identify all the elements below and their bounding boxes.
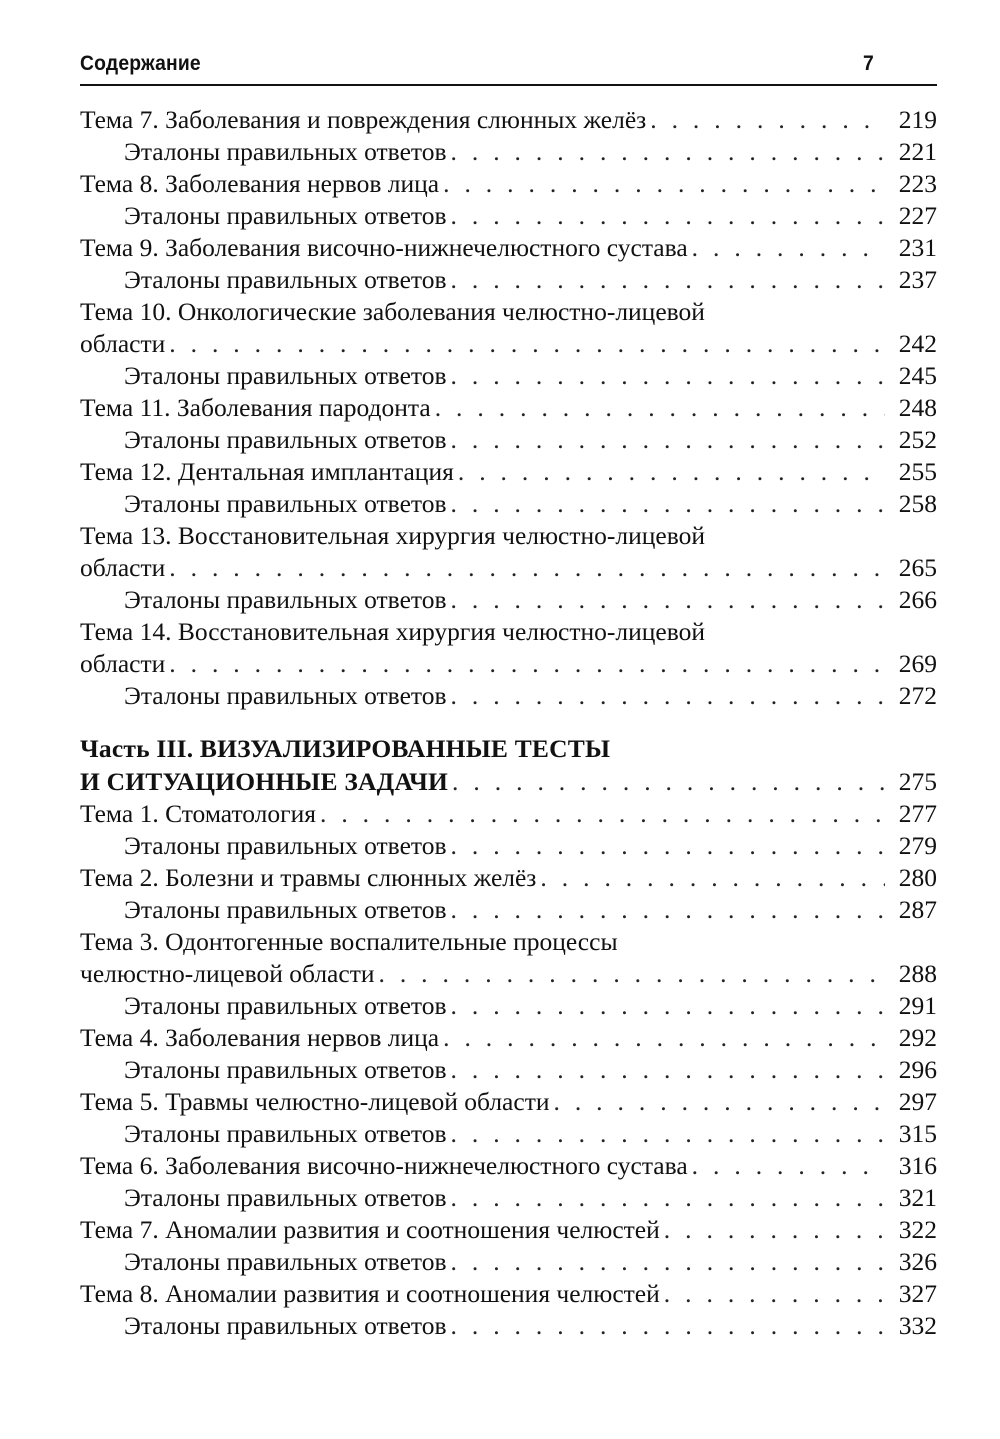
- toc-entry-title-cont: области: [80, 649, 166, 678]
- toc-entry-answers[interactable]: [80, 360, 937, 392]
- toc-entry-answers[interactable]: [80, 1054, 937, 1086]
- toc-entry-page: 269: [898, 649, 937, 678]
- toc-entry-page: 292: [898, 1023, 937, 1052]
- toc-entry-page: 242: [898, 329, 937, 358]
- leader-dots: [320, 798, 885, 830]
- leader-dots: [451, 990, 886, 1022]
- toc-entry-answers[interactable]: [80, 830, 937, 862]
- toc-entry-page: 288: [898, 959, 937, 988]
- toc-entry-page: 321: [898, 1183, 937, 1212]
- toc-entry-title: Тема 9. Заболевания височно-нижнечелюстного сустава: [80, 233, 688, 262]
- toc-entry-answers[interactable]: [80, 136, 937, 168]
- toc-entry-title: Эталоны правильных ответов: [124, 137, 447, 166]
- leader-dots: [443, 168, 885, 200]
- toc-entry-answers[interactable]: [80, 1182, 937, 1214]
- leader-dots: [451, 1054, 886, 1086]
- leader-dots: [451, 1310, 886, 1342]
- leader-dots: [451, 1246, 886, 1278]
- part-title-line1: Часть III. ВИЗУАЛИЗИРОВАННЫЕ ТЕСТЫ: [80, 734, 611, 763]
- toc-entry-topic-8[interactable]: [80, 168, 937, 200]
- toc-entry-answers[interactable]: [80, 584, 937, 616]
- leader-dots: [451, 424, 886, 456]
- toc-entry-page: 231: [898, 233, 937, 262]
- toc-entry-topic-10[interactable]: [80, 296, 937, 328]
- toc-entry-topic-14[interactable]: [80, 616, 937, 648]
- toc-part-heading[interactable]: [80, 732, 937, 766]
- toc-entry-title: Тема 8. Заболевания нервов лица: [80, 169, 440, 198]
- toc-entry-title: Эталоны правильных ответов: [124, 1055, 447, 1084]
- leader-dots: [650, 104, 885, 136]
- header-page-number: 7: [863, 52, 874, 75]
- toc-entry-topic-7[interactable]: [80, 104, 937, 136]
- leader-dots: [451, 264, 886, 296]
- toc-entry-page: 322: [898, 1215, 937, 1244]
- leader-dots: [451, 360, 886, 392]
- toc-entry-page: 258: [898, 489, 937, 518]
- toc-entry-page: 255: [898, 457, 937, 486]
- toc-entry-page: 219: [898, 105, 937, 134]
- toc-entry-title: Эталоны правильных ответов: [124, 1311, 447, 1340]
- toc-entry-page: 248: [898, 393, 937, 422]
- toc-entry-page: 296: [898, 1055, 937, 1084]
- part-title-line2: И СИТУАЦИОННЫЕ ЗАДАЧИ: [80, 767, 449, 796]
- toc-entry-title: Тема 11. Заболевания пародонта: [80, 393, 431, 422]
- toc-entry-title: Эталоны правильных ответов: [124, 1183, 447, 1212]
- toc-entry-page: 279: [898, 831, 937, 860]
- toc-entry-page: 221: [898, 137, 937, 166]
- leader-dots: [169, 648, 885, 680]
- toc-entry-answers[interactable]: [80, 1310, 937, 1342]
- toc-entry-page: 291: [898, 991, 937, 1020]
- leader-dots: [169, 552, 885, 584]
- leader-dots: [664, 1278, 885, 1310]
- toc-entry-topic-8[interactable]: [80, 1278, 937, 1310]
- toc-entry-title-cont: области: [80, 329, 166, 358]
- toc-entry-title: Тема 13. Восстановительная хирургия челюстно-лицевой: [80, 521, 705, 550]
- toc-entry-page: 287: [898, 895, 937, 924]
- toc-entry-page: 316: [898, 1151, 937, 1180]
- running-header: [80, 52, 874, 76]
- toc-entry-page: 297: [898, 1087, 937, 1116]
- toc-entry-page: 265: [898, 553, 937, 582]
- toc-entry-title: Эталоны правильных ответов: [124, 991, 447, 1020]
- toc-entry-page: 327: [898, 1279, 937, 1308]
- leader-dots: [664, 1214, 885, 1246]
- toc-entry-title: Тема 8. Аномалии развития и соотношения челюстей: [80, 1279, 660, 1308]
- leader-dots: [451, 488, 886, 520]
- toc-entry-title: Тема 10. Онкологические заболевания челюстно-лицевой: [80, 297, 705, 326]
- toc-entry-topic-2[interactable]: [80, 862, 937, 894]
- toc-entry-topic-3[interactable]: [80, 926, 937, 958]
- toc-entry-page: 237: [898, 265, 937, 294]
- toc-entry-topic-1[interactable]: [80, 798, 937, 830]
- toc-entry-title: Тема 1. Стоматология: [80, 799, 316, 828]
- header-rule: [80, 84, 937, 86]
- toc-entry-title: Тема 2. Болезни и травмы слюнных желёз: [80, 863, 537, 892]
- leader-dots: [451, 136, 886, 168]
- toc-entry-topic-6[interactable]: [80, 1150, 937, 1182]
- toc-entry-topic-11[interactable]: [80, 392, 937, 424]
- toc-entry-title: Эталоны правильных ответов: [124, 895, 447, 924]
- toc-entry-page: 266: [898, 585, 937, 614]
- toc-entry-title: Эталоны правильных ответов: [124, 489, 447, 518]
- leader-dots: [443, 1022, 885, 1054]
- toc-entry-title: Эталоны правильных ответов: [124, 1119, 447, 1148]
- toc-entry-title: Эталоны правильных ответов: [124, 361, 447, 390]
- toc-entry-topic-7[interactable]: [80, 1214, 937, 1246]
- toc-entry-page: 326: [898, 1247, 937, 1276]
- toc-entry-topic-9[interactable]: [80, 232, 937, 264]
- toc-entry-topic-3-cont[interactable]: [80, 958, 937, 990]
- leader-dots: [451, 1182, 886, 1214]
- leader-dots: [451, 894, 886, 926]
- toc-entry-title: Эталоны правильных ответов: [124, 425, 447, 454]
- leader-dots: [540, 862, 885, 894]
- toc-entry-title: Эталоны правильных ответов: [124, 585, 447, 614]
- toc-entry-page: 252: [898, 425, 937, 454]
- toc-entry-page: 227: [898, 201, 937, 230]
- leader-dots: [692, 1150, 885, 1182]
- toc-entry-page: 272: [898, 681, 937, 710]
- leader-dots: [692, 232, 885, 264]
- toc-entry-answers[interactable]: [80, 894, 937, 926]
- toc-entry-topic-14-cont[interactable]: [80, 648, 937, 680]
- toc-entry-title: Эталоны правильных ответов: [124, 831, 447, 860]
- header-section-title: Содержание: [80, 52, 201, 75]
- toc-entry-title: Эталоны правильных ответов: [124, 1247, 447, 1276]
- toc-entry-page: 277: [898, 799, 937, 828]
- toc-entry-page: 223: [898, 169, 937, 198]
- toc-entry-title: Эталоны правильных ответов: [124, 265, 447, 294]
- toc-part-heading-cont[interactable]: [80, 766, 937, 798]
- toc-entry-topic-10-cont[interactable]: [80, 328, 937, 360]
- toc-entry-answers[interactable]: [80, 1246, 937, 1278]
- toc-entry-topic-4[interactable]: [80, 1022, 937, 1054]
- toc-entry-title: Эталоны правильных ответов: [124, 201, 447, 230]
- toc-entry-topic-12[interactable]: [80, 456, 937, 488]
- toc-entry-answers[interactable]: [80, 990, 937, 1022]
- toc-entry-title-cont: области: [80, 553, 166, 582]
- toc-entry-page: 332: [898, 1311, 937, 1340]
- leader-dots: [553, 1086, 885, 1118]
- toc-entry-answers[interactable]: [80, 488, 937, 520]
- toc-entry-title: Тема 14. Восстановительная хирургия челюстно-лицевой: [80, 617, 705, 646]
- toc-entry-title: Тема 4. Заболевания нервов лица: [80, 1023, 440, 1052]
- toc-entry-topic-5[interactable]: [80, 1086, 937, 1118]
- toc-entry-title: Тема 3. Одонтогенные воспалительные процессы: [80, 927, 618, 956]
- section-gap: [80, 712, 937, 732]
- toc-part-page: 275: [898, 767, 937, 796]
- leader-dots: [451, 680, 886, 712]
- toc-entry-answers[interactable]: [80, 264, 937, 296]
- toc-entry-answers[interactable]: [80, 424, 937, 456]
- toc-entry-title: Тема 12. Дентальная имплантация: [80, 457, 454, 486]
- toc-entry-title: Тема 7. Заболевания и повреждения слюнных желёз: [80, 105, 647, 134]
- toc-entry-title: Тема 7. Аномалии развития и соотношения челюстей: [80, 1215, 660, 1244]
- toc-entry-title-cont: челюстно-лицевой области: [80, 959, 375, 988]
- toc-entry-answers[interactable]: [80, 1118, 937, 1150]
- leader-dots: [451, 830, 886, 862]
- leader-dots: [378, 958, 885, 990]
- toc-entry-page: 245: [898, 361, 937, 390]
- leader-dots: [458, 456, 885, 488]
- toc-entry-title: Тема 6. Заболевания височно-нижнечелюстного сустава: [80, 1151, 688, 1180]
- toc-entry-answers[interactable]: [80, 200, 937, 232]
- leader-dots: [451, 200, 886, 232]
- toc-entry-topic-13[interactable]: [80, 520, 937, 552]
- toc-entry-title: Тема 5. Травмы челюстно-лицевой области: [80, 1087, 550, 1116]
- leader-dots: [452, 766, 885, 798]
- toc-entry-title: Эталоны правильных ответов: [124, 681, 447, 710]
- toc-entry-page: 315: [898, 1119, 937, 1148]
- leader-dots: [169, 328, 885, 360]
- leader-dots: [435, 392, 885, 424]
- leader-dots: [451, 584, 886, 616]
- table-of-contents: [80, 104, 937, 1342]
- toc-entry-answers[interactable]: [80, 680, 937, 712]
- leader-dots: [451, 1118, 886, 1150]
- toc-entry-topic-13-cont[interactable]: [80, 552, 937, 584]
- toc-entry-page: 280: [898, 863, 937, 892]
